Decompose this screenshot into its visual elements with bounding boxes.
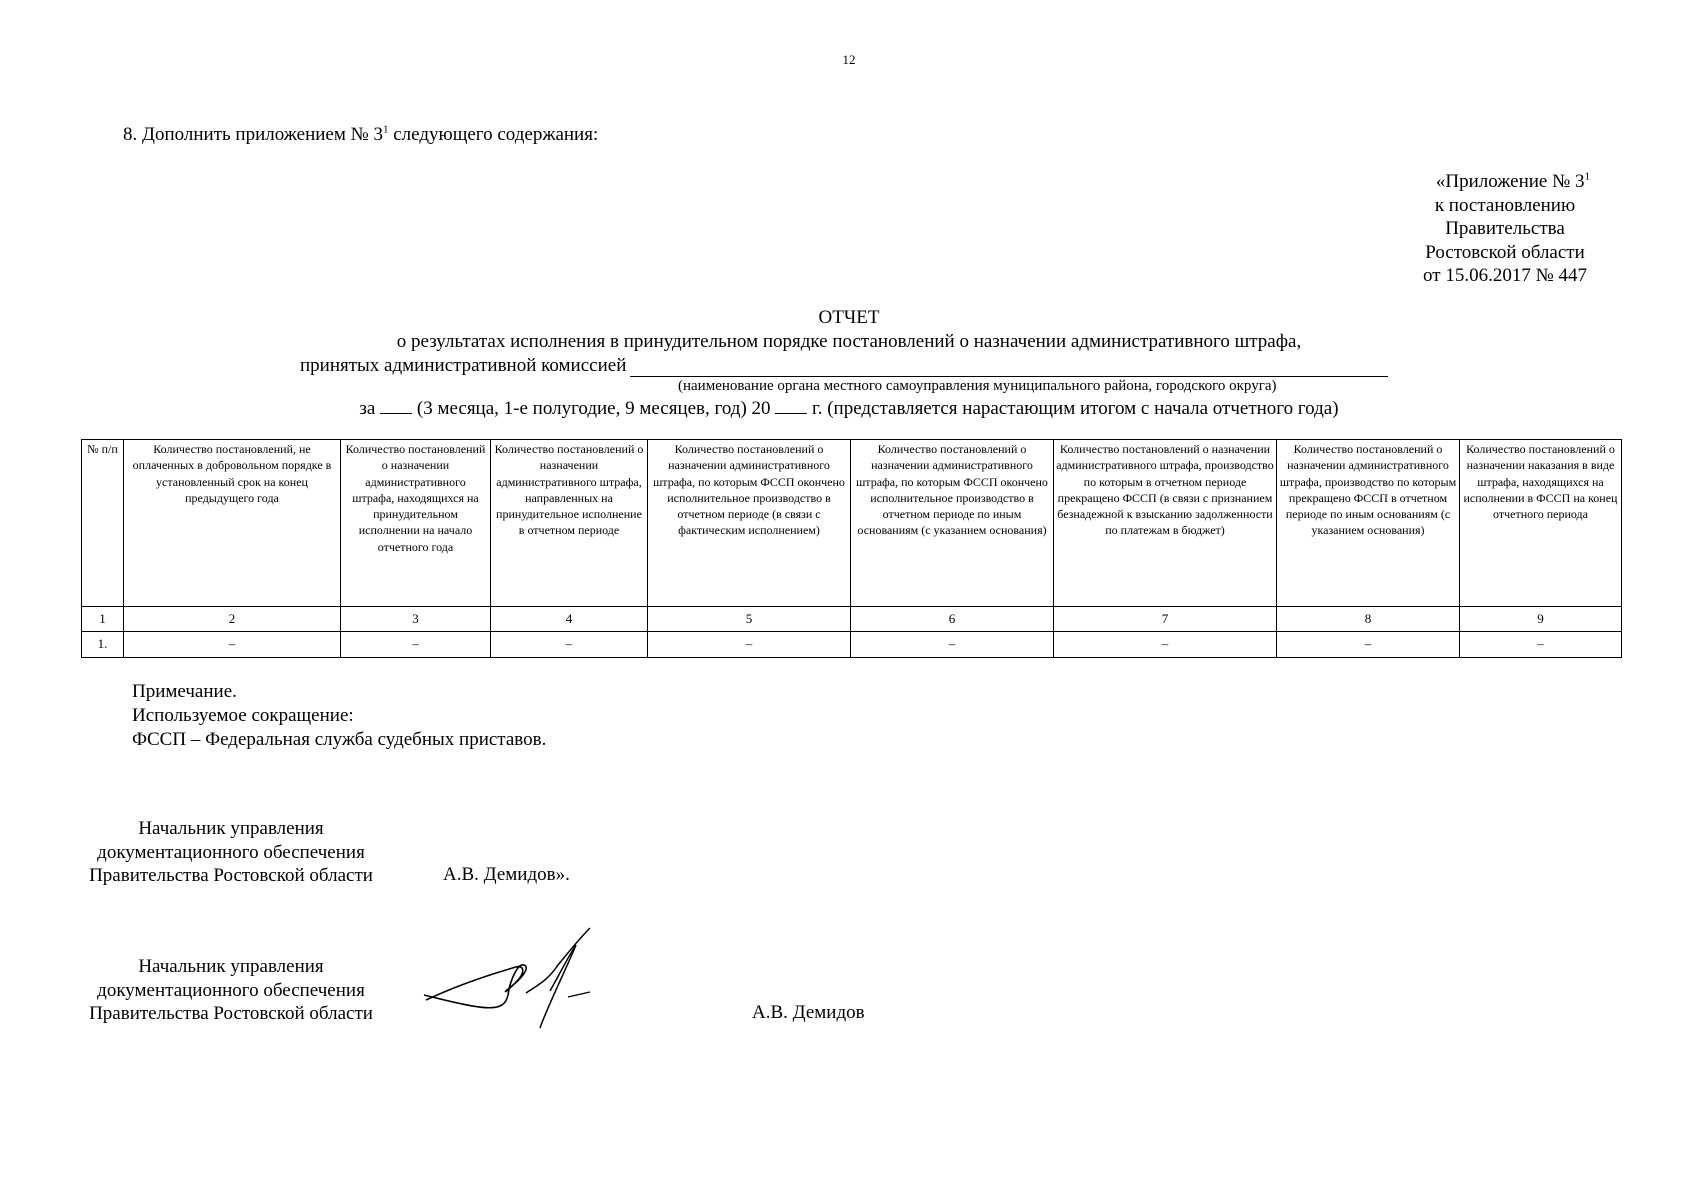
table-header-row [82, 440, 1622, 607]
column-number-cell: 7 [1054, 607, 1277, 632]
intro-superscript: 1 [383, 123, 389, 136]
table-cell: – [341, 632, 491, 658]
signatory-line: Правительства Ростовской области [89, 865, 373, 886]
column-number-cell: 9 [1460, 607, 1622, 632]
signatory-title-1 [80, 817, 382, 888]
table-cell: – [1277, 632, 1460, 658]
table-cell: – [1054, 632, 1277, 658]
header-cell: Количество постановлений о назначении административного штрафа, производство по которым прекращено ФССП в отчетном периоде по иным основаниям (с указанием основания) [1277, 440, 1460, 607]
signatory-name-2: А.В. Демидов [752, 1002, 865, 1023]
commission-name-blank [630, 360, 1388, 377]
table-cell: – [648, 632, 851, 658]
column-number-cell: 6 [851, 607, 1054, 632]
signatory-name-1: А.В. Демидов». [443, 864, 570, 885]
signatory-line: документационного обеспечения [97, 979, 365, 1001]
header-cell: Количество постановлений о назначении административного штрафа, по которым ФССП окончено исполнительное производство в отчетном периоде по иным основаниям (с указанием основания) [851, 440, 1054, 607]
header-cell: Количество постановлений о назначении административного штрафа, по которым ФССП окончено исполнительное производство в отчетном периоде (в связи с фактическим исполнением) [648, 440, 851, 607]
signatory-line: Начальник управления [138, 818, 324, 839]
intro-text: 8. Дополнить приложением № 3 [123, 124, 383, 145]
table-cell: – [1460, 632, 1622, 658]
column-number-cell: 1 [82, 607, 124, 632]
year-blank [775, 399, 807, 414]
column-number-cell: 2 [124, 607, 341, 632]
page-number: 12 [842, 52, 856, 67]
table-column-number-row [82, 607, 1622, 632]
column-number-cell: 3 [341, 607, 491, 632]
header-cell: № п/п [82, 440, 124, 607]
column-number-cell: 4 [491, 607, 648, 632]
report-period-line: за (3 месяца, 1-е полугодие, 9 месяцев, год) 20 г. (представляется нарастающим итогом с начала отчетного года) [359, 398, 1339, 419]
header-cell: Количество постановлений, не оплаченных в добровольном порядке в установленный срок на конец предыдущего года [124, 440, 341, 607]
report-table [81, 439, 1622, 658]
notes-block [132, 680, 546, 752]
header-cell: Количество постановлений о назначении административного штрафа, производство по которым в отчетном периоде прекращено ФССП (в связи с признанием безнадежной к взысканию задолженности по платежам в бюджет) [1054, 440, 1277, 607]
notes-abbreviation: ФССП – Федеральная служба судебных приставов. [132, 729, 547, 750]
notes-abbreviation-heading: Используемое сокращение: [132, 705, 354, 726]
appendix-line-3: Правительства [1445, 218, 1565, 239]
commission-name-caption: (наименование органа местного самоуправления муниципального района, городского округа) [678, 378, 1277, 394]
table-cell: – [851, 632, 1054, 658]
signatory-title-2 [80, 955, 382, 1026]
appendix-header [1250, 170, 1590, 288]
column-number-cell: 5 [648, 607, 851, 632]
intro-tail: следующего содержания: [388, 124, 599, 145]
report-subtitle-line-2: принятых административной комиссией [300, 355, 1388, 377]
appendix-line-2: к постановлению [1434, 194, 1576, 216]
intro-paragraph [123, 124, 598, 146]
table-cell: – [491, 632, 648, 658]
header-cell: Количество постановлений о назначении административного штрафа, направленных на принудительное исполнение в отчетном периоде [491, 440, 648, 607]
appendix-line-4: Ростовской области [1425, 241, 1585, 263]
header-cell: Количество постановлений о назначении наказания в виде штрафа, находящихся на исполнении в ФССП на конец отчетного периода [1460, 440, 1622, 607]
notes-title: Примечание. [132, 681, 237, 702]
table-row [82, 632, 1622, 658]
table-cell: – [124, 632, 341, 658]
signatory-line: Правительства Ростовской области [89, 1003, 373, 1024]
appendix-line-5: от 15.06.2017 № 447 [1423, 265, 1587, 286]
header-cell: Количество постановлений о назначении административного штрафа, находящихся на принудительном исполнении на начало отчетного года [341, 440, 491, 607]
period-blank [380, 399, 412, 414]
signatory-line: документационного обеспечения [97, 841, 365, 863]
report-subtitle-line-1: о результатах исполнения в принудительном порядке постановлений о назначении административного штрафа, [396, 331, 1302, 352]
column-number-cell: 8 [1277, 607, 1460, 632]
signatory-line: Начальник управления [138, 956, 324, 977]
appendix-superscript: 1 [1584, 170, 1590, 183]
report-title: ОТЧЕТ [818, 307, 880, 328]
handwritten-signature [418, 925, 618, 1035]
appendix-line-1: «Приложение № $3^1$ [1435, 170, 1590, 192]
table-cell: 1. [82, 632, 124, 658]
